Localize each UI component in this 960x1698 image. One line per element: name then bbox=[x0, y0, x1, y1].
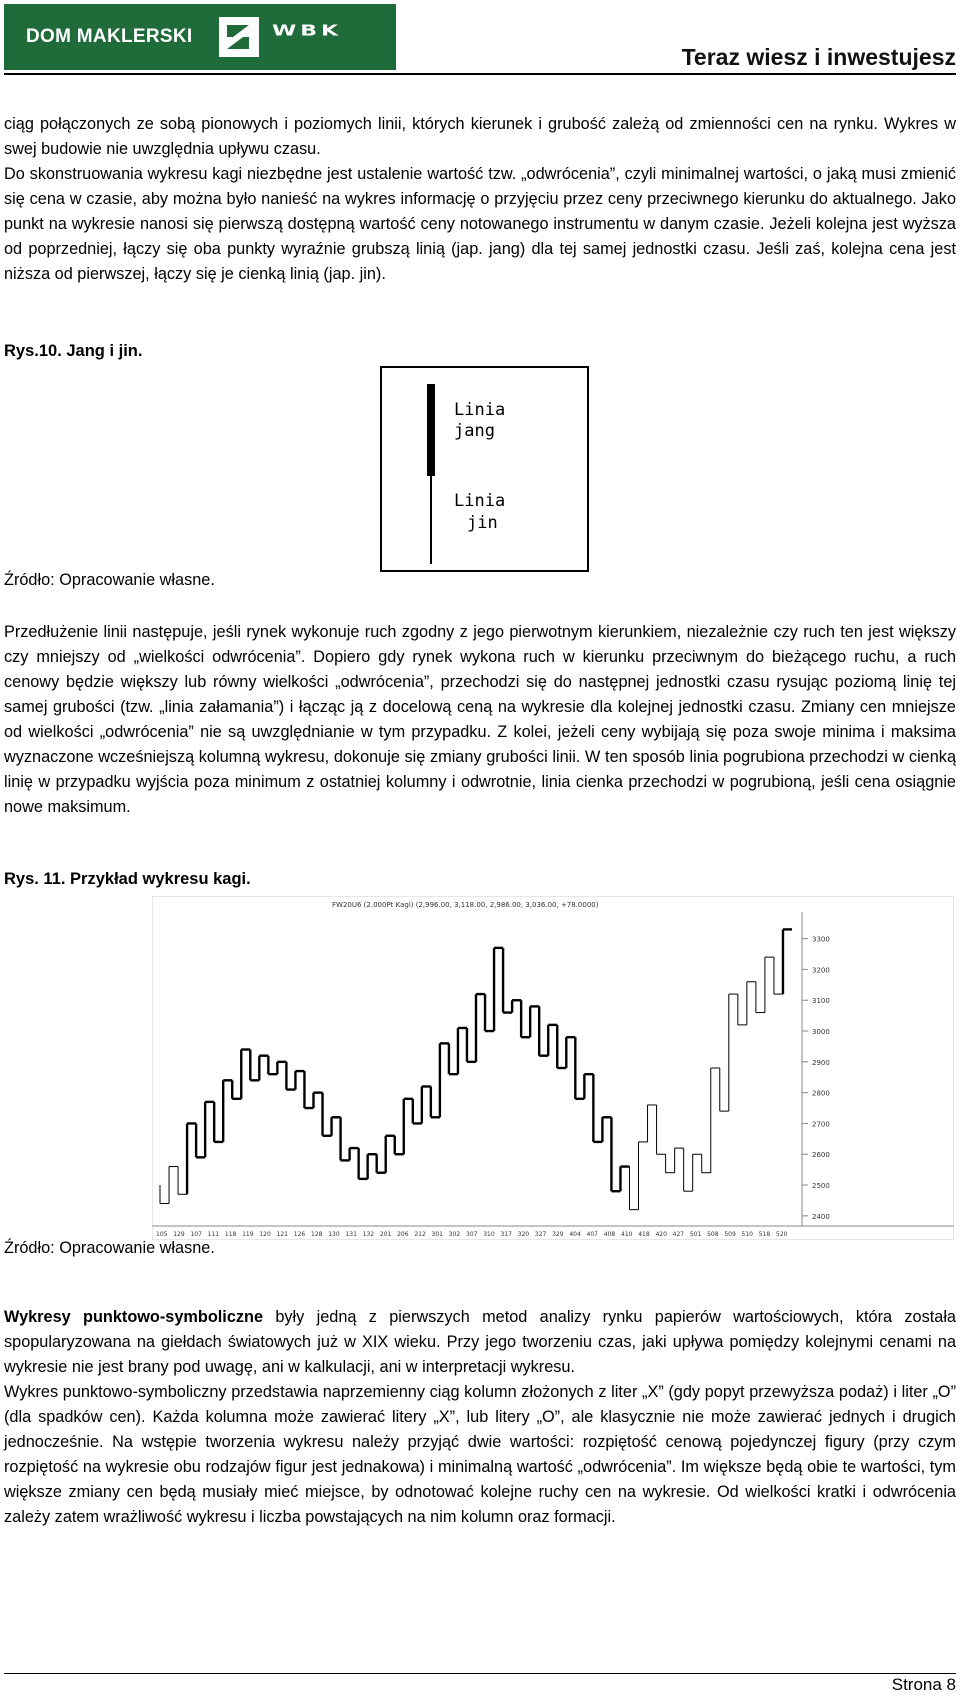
x-tick-label: 121 bbox=[276, 1231, 289, 1238]
x-tick-label: 201 bbox=[379, 1231, 392, 1238]
figure-10-jang-jin bbox=[380, 366, 589, 572]
x-tick-label: 408 bbox=[603, 1231, 616, 1238]
paragraph-kagi-intro bbox=[4, 112, 956, 287]
y-tick-label: 2900 bbox=[812, 1058, 830, 1067]
figure-10-source: Źródło: Opracowanie własne. bbox=[4, 571, 215, 589]
paragraph-line: Do skonstruowania wykresu kagi niezbędne jest ustalenie wartość tzw. „odwrócenia”, czyli minimalnej wartości, o jaką musi zmienić się cena w czasie, aby można było nanieść na wykres informację o przyjęciu przez ceny przeciwnego kierunku do aktualnego. Jako punkt na wykresie nanosi się pierwszą dostępną wartość ceny notowanego instrumentu w danym czasie. Jeżeli kolejna jest wyższa od poprzedniej, łączy się oba punkty wyraźnie grubszą linią (jap. jang) dla tej samej jednostki czasu. Jeśli zaś, kolejna cena jest niższa od pierwszej, łączy się je cienką linią (jap. jin). bbox=[4, 165, 956, 283]
figure-11-source: Źródło: Opracowanie własne. bbox=[4, 1239, 215, 1257]
y-tick-label: 2700 bbox=[812, 1120, 830, 1129]
y-tick-label: 3000 bbox=[812, 1028, 830, 1037]
logo-text: DOM MAKLERSKI bbox=[26, 26, 193, 47]
x-tick-label: 427 bbox=[672, 1231, 685, 1238]
y-tick-label: 3100 bbox=[812, 997, 830, 1006]
footer-divider bbox=[4, 1673, 956, 1674]
header-divider bbox=[4, 73, 956, 75]
x-tick-label: 418 bbox=[638, 1231, 650, 1238]
bold-term: Wykresy punktowo-symboliczne bbox=[4, 1308, 264, 1326]
jin-line bbox=[430, 476, 432, 564]
x-tick-label: 206 bbox=[397, 1231, 409, 1238]
x-tick-label: 404 bbox=[569, 1231, 581, 1238]
y-tick-label: 3300 bbox=[812, 935, 830, 944]
y-tick-label: 2400 bbox=[812, 1212, 830, 1221]
tagline: Teraz wiesz i inwestujesz bbox=[681, 44, 956, 70]
jang-line bbox=[427, 384, 435, 476]
x-tick-label: 111 bbox=[207, 1231, 220, 1238]
x-tick-label: 501 bbox=[689, 1231, 702, 1238]
paragraph-point-figure bbox=[4, 1305, 956, 1530]
x-tick-label: 407 bbox=[586, 1231, 599, 1238]
label-jin-2: jin bbox=[467, 513, 498, 533]
paragraph-line bbox=[4, 1305, 956, 1380]
y-tick-label: 3200 bbox=[812, 966, 830, 975]
x-tick-label: 130 bbox=[328, 1231, 340, 1238]
x-tick-label: 329 bbox=[552, 1231, 564, 1238]
label-jang-2: jang bbox=[454, 421, 495, 441]
y-tick-label: 2500 bbox=[812, 1182, 830, 1191]
y-tick-label: 2600 bbox=[812, 1151, 830, 1160]
logo-brand: WBK bbox=[272, 22, 343, 40]
x-tick-label: 301 bbox=[431, 1231, 444, 1238]
x-tick-label: 132 bbox=[362, 1231, 375, 1238]
figure-11-caption: Rys. 11. Przykład wykresu kagi. bbox=[4, 870, 251, 888]
jang-jin-diagram bbox=[382, 368, 587, 570]
x-tick-label: 320 bbox=[517, 1231, 530, 1238]
x-tick-label: 105 bbox=[156, 1231, 168, 1238]
x-tick-label: 509 bbox=[724, 1231, 736, 1238]
y-tick-label: 2800 bbox=[812, 1089, 830, 1098]
x-tick-label: 118 bbox=[224, 1231, 237, 1238]
x-tick-label: 302 bbox=[448, 1231, 461, 1238]
label-jin-1: Linia bbox=[454, 491, 506, 511]
kagi-chart-svg bbox=[152, 896, 954, 1240]
paragraph-line: Wykres punktowo-symboliczny przedstawia naprzemienny ciąg kolumn złożonych z liter „X” (gdy popyt przewyższa podaż) i liter „O” (dla spadków cen). Każda kolumna może zawierać litery „X”, lub litery „O”, ale klasycznie nie może zawierać jednych i drugich jednocześnie. Na wstępie tworzenia wykresu należy przyjąć dwie wartości: rozpiętość cenową pojedynczej figury (przy czym rozpiętość na wykresie obu rodzajów figur jest jednakowa) i minimalną wartość „odwrócenia”. Im większe będą obie te wartości, tym większe zmiany cen będą musiały mieć miejsce, by odnotować kolejne ruchy cen na wykresie. Od wielkości kratki i odwrócenia zależy zatem wrażliwość wykresu i liczba powstających na nim kolumn oraz formacji. bbox=[4, 1383, 956, 1526]
x-tick-label: 508 bbox=[707, 1231, 719, 1238]
x-tick-label: 327 bbox=[534, 1231, 547, 1238]
paragraph-line: ciąg połączonych ze sobą pionowych i poziomych linii, których kierunek i grubość zależą od zmienności cen na rynku. Wykres w swej budowie nie uwzględnia upływu czasu. bbox=[4, 115, 956, 158]
x-tick-label: 310 bbox=[483, 1231, 495, 1238]
x-tick-label: 126 bbox=[293, 1231, 306, 1238]
label-jang-1: Linia bbox=[454, 400, 506, 420]
x-tick-label: 120 bbox=[259, 1231, 271, 1238]
x-tick-label: 212 bbox=[414, 1231, 426, 1238]
x-tick-label: 128 bbox=[311, 1231, 323, 1238]
page-number: Strona 8 bbox=[891, 1675, 956, 1694]
x-tick-label: 119 bbox=[242, 1231, 254, 1238]
bz-logo-icon bbox=[219, 17, 259, 57]
x-tick-label: 107 bbox=[190, 1231, 202, 1238]
x-tick-label: 129 bbox=[173, 1231, 185, 1238]
figure-10-caption: Rys.10. Jang i jin. bbox=[4, 342, 143, 360]
x-tick-label: 131 bbox=[345, 1231, 357, 1238]
x-tick-label: 420 bbox=[655, 1231, 667, 1238]
figure-11-kagi-chart bbox=[152, 896, 954, 1240]
paragraph-text: były jedną z pierwszych metod analizy rynku papierów wartościowych, która została spopularyzowana na giełdach światowych już w XIX wieku. Przy jego tworzeniu czas, jaki upływa pomiędzy kolejnymi cenami na wykresie nie jest brany pod uwagę, ani w kalkulacji, ani w interpretacji wykresu. bbox=[4, 1308, 956, 1376]
paragraph-extension: Przedłużenie linii następuje, jeśli rynek wykonuje ruch zgodny z jego pierwotnym kierunkiem, niezależnie czy ruch ten jest większy czy mniejszy od „wielkości odwrócenia”. Dopiero gdy rynek wykona ruch w kierunku przeciwnym do bieżącego ruchu, a ruch cenowy będzie większy lub równy wielkości „odwrócenia”, przechodzi się do następnej jednostki czasu rysując poziomą linię tej samej grubości (tzw. „linia załamania”) i łącząc ją z docelową ceną na wykresie dla kolejnej jednostki czasu. Zmiany cen mniejsze od wielkości „odwrócenia” nie są uwzględnianie w tym przypadku. Z kolei, jeżeli ceny wybijają się poza swoje minima i maksima wyznaczone wcześniejszą kolumną wykresu, dokonuje się zmiany grubości linii. W ten sposób linia pogrubiona przechodzi w cienką linię w przypadku wyjścia poza minimum z ostatniej kolumny i odwrotnie, linia cienka przechodzi w pogrubioną, jeśli cena osiągnie nowe maksimum. bbox=[4, 623, 956, 816]
x-tick-label: 518 bbox=[758, 1231, 771, 1238]
x-tick-label: 410 bbox=[621, 1231, 633, 1238]
page-header bbox=[0, 0, 960, 76]
x-tick-label: 510 bbox=[741, 1231, 754, 1238]
x-tick-label: 307 bbox=[466, 1231, 478, 1238]
brand-logo bbox=[4, 4, 396, 70]
x-tick-label: 520 bbox=[776, 1231, 788, 1238]
x-tick-label: 317 bbox=[500, 1231, 512, 1238]
chart-title: FW20U6 (2.000Pt Kagi) (2,996.00, 3,118.00, 2,986.00, 3,036.00, +78.0000) bbox=[332, 901, 599, 909]
